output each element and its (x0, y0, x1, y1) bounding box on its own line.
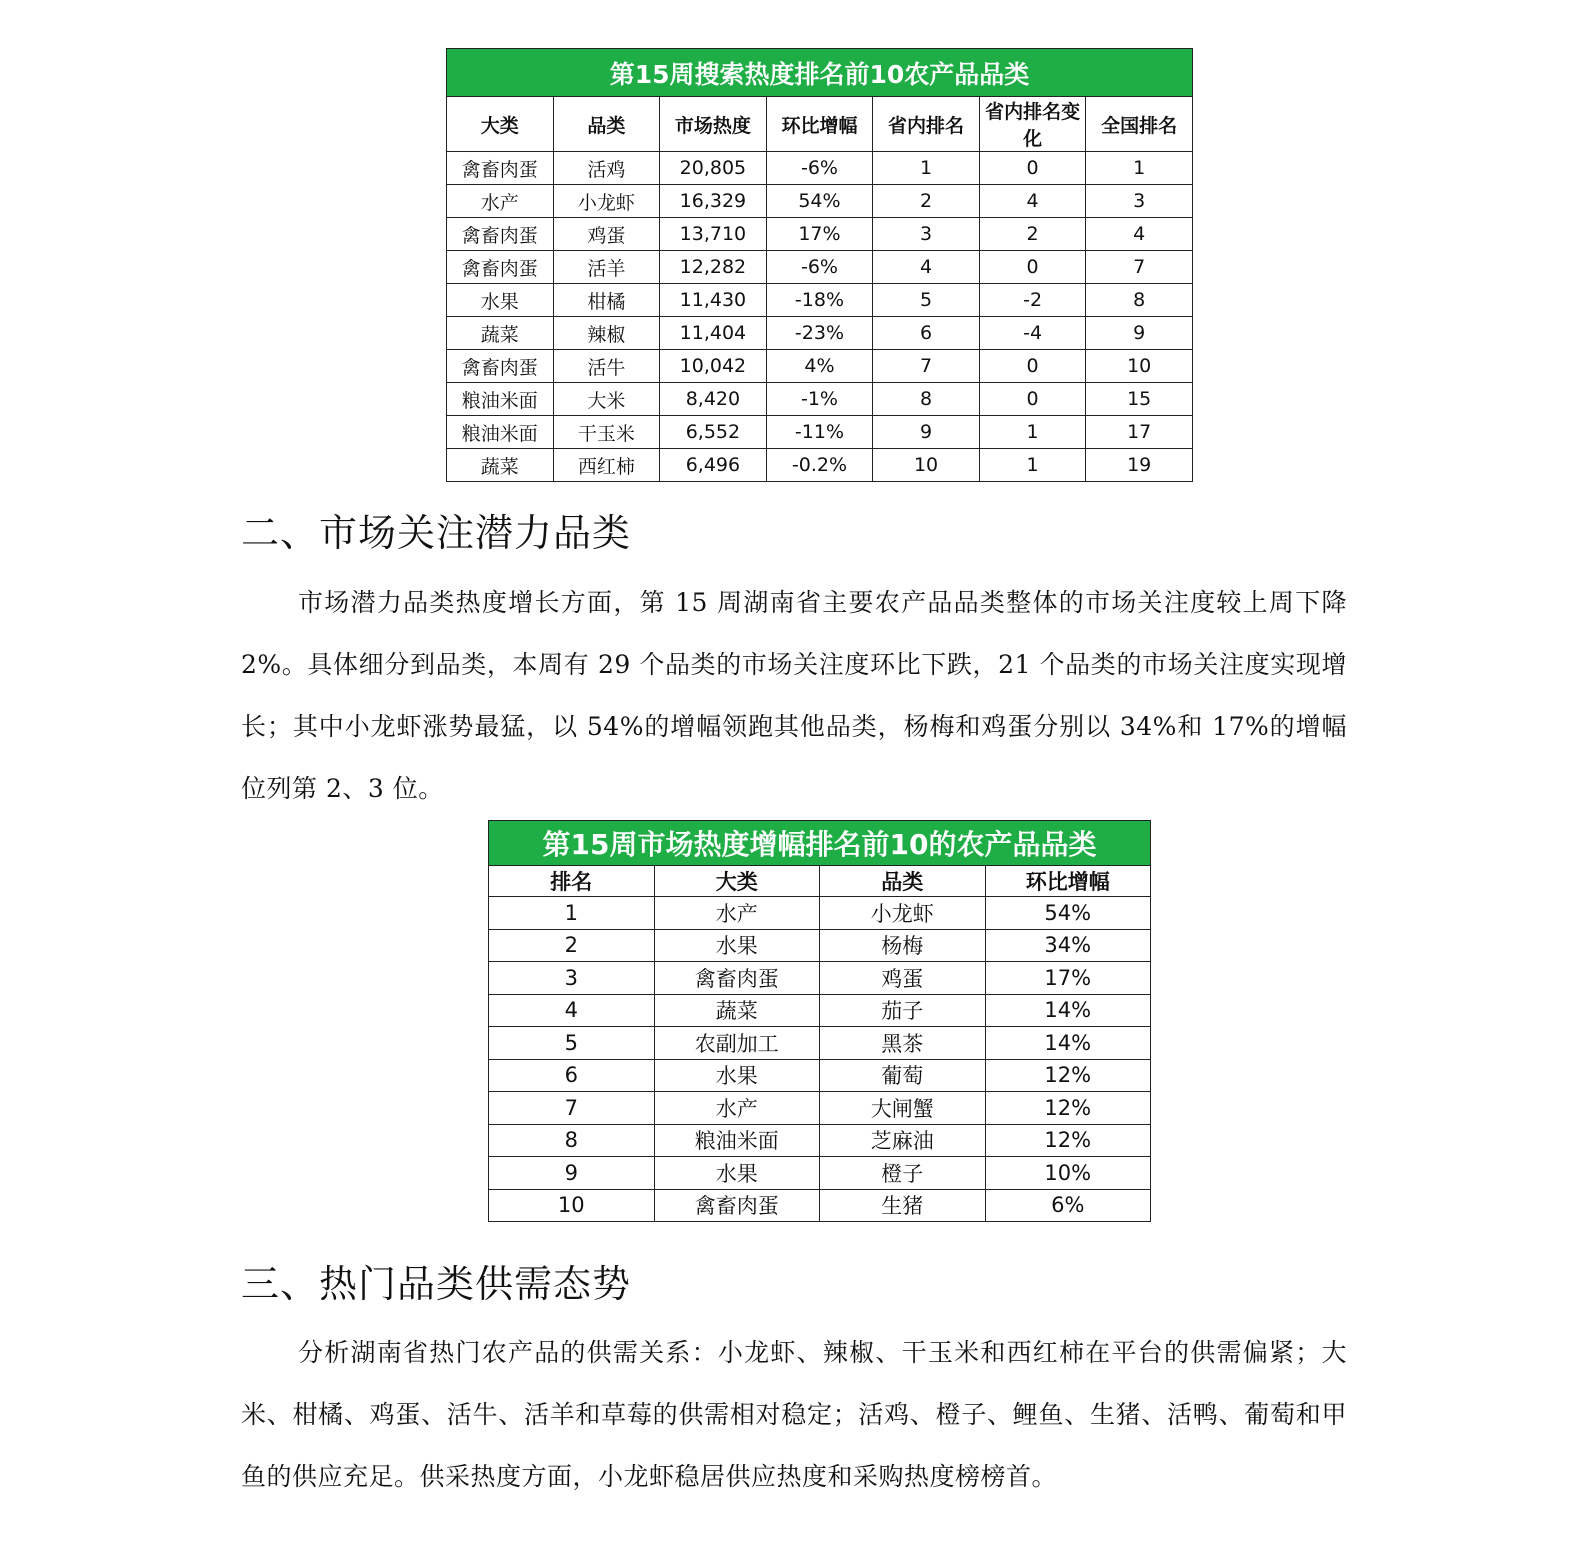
table-cell: 杨梅 (820, 929, 986, 962)
table-cell: 8 (873, 383, 980, 416)
table-cell: 6,496 (660, 449, 767, 482)
table-cell: 农副加工 (654, 1027, 820, 1060)
table-cell: 水果 (654, 1059, 820, 1092)
table-cell: 8,420 (660, 383, 767, 416)
table-cell: -18% (766, 284, 873, 317)
table-row (489, 1157, 1151, 1190)
table-cell: 10,042 (660, 350, 767, 383)
column-header: 品类 (553, 97, 660, 152)
table-row (489, 1027, 1151, 1060)
table-cell: 0 (979, 383, 1086, 416)
table-cell: 11,430 (660, 284, 767, 317)
table-cell: 蔬菜 (447, 449, 554, 482)
table-row (489, 994, 1151, 1027)
table-cell: 活鸡 (553, 152, 660, 185)
table-cell: -2 (979, 284, 1086, 317)
table-row (489, 1059, 1151, 1092)
column-header: 排名 (489, 866, 655, 897)
table-cell: 3 (873, 218, 980, 251)
table-cell: 0 (979, 350, 1086, 383)
table-cell: 20,805 (660, 152, 767, 185)
column-header: 大类 (447, 97, 554, 152)
table-cell: 34% (985, 929, 1151, 962)
table-cell: 水果 (654, 929, 820, 962)
table-cell: 黑茶 (820, 1027, 986, 1060)
table-row (447, 317, 1193, 350)
table-cell: 1 (979, 449, 1086, 482)
table-cell: 2 (873, 185, 980, 218)
table-cell: 大米 (553, 383, 660, 416)
section-heading: 三、热门品类供需态势 (241, 1262, 632, 1306)
table-row (447, 383, 1193, 416)
table-cell: 14% (985, 1027, 1151, 1060)
table-cell: 12% (985, 1092, 1151, 1125)
table-body (447, 152, 1193, 482)
table-cell: 1 (873, 152, 980, 185)
table-cell: 鸡蛋 (820, 962, 986, 995)
table-cell: 7 (1086, 251, 1193, 284)
table-cell: 10 (489, 1189, 655, 1222)
table-row (447, 251, 1193, 284)
table-cell: 1 (489, 897, 655, 930)
table-cell: 粮油米面 (447, 383, 554, 416)
table-cell: 禽畜肉蛋 (447, 350, 554, 383)
table-cell: 3 (1086, 185, 1193, 218)
table-cell: 禽畜肉蛋 (447, 251, 554, 284)
table-cell: 水产 (654, 1092, 820, 1125)
table-cell: 粮油米面 (654, 1124, 820, 1157)
table-cell: -6% (766, 251, 873, 284)
table-cell: 9 (489, 1157, 655, 1190)
table-cell: 6 (489, 1059, 655, 1092)
table-cell: 柑橘 (553, 284, 660, 317)
table-cell: 17% (985, 962, 1151, 995)
table-cell: 12% (985, 1124, 1151, 1157)
table-cell: -1% (766, 383, 873, 416)
table-cell: 0 (979, 152, 1086, 185)
table-row (489, 1092, 1151, 1125)
table-cell: 10 (1086, 350, 1193, 383)
table-cell: 橙子 (820, 1157, 986, 1190)
table-cell: 11,404 (660, 317, 767, 350)
table-row (447, 152, 1193, 185)
table-cell: 1 (979, 416, 1086, 449)
table-cell: 活羊 (553, 251, 660, 284)
table-cell: 7 (873, 350, 980, 383)
table-cell: 19 (1086, 449, 1193, 482)
table-cell: 水果 (447, 284, 554, 317)
table-cell: 禽畜肉蛋 (447, 152, 554, 185)
table-cell: 12% (985, 1059, 1151, 1092)
table-cell: -4 (979, 317, 1086, 350)
table-cell: 3 (489, 962, 655, 995)
table-cell: 西红柿 (553, 449, 660, 482)
table-cell: 9 (873, 416, 980, 449)
table-cell: 5 (873, 284, 980, 317)
growth-top10-table (488, 820, 1151, 1222)
column-header: 市场热度 (660, 97, 767, 152)
table-row (489, 897, 1151, 930)
table-row (447, 449, 1193, 482)
table-row (489, 1189, 1151, 1222)
table-cell: 4 (489, 994, 655, 1027)
table-cell: 6,552 (660, 416, 767, 449)
table-cell: 水果 (654, 1157, 820, 1190)
table-cell: 茄子 (820, 994, 986, 1027)
table-cell: 17% (766, 218, 873, 251)
table-cell: 6 (873, 317, 980, 350)
section-heading: 二、市场关注潜力品类 (241, 511, 632, 555)
table-cell: 4 (873, 251, 980, 284)
section-paragraph: 分析湖南省热门农产品的供需关系：小龙虾、辣椒、干玉米和西红柿在平台的供需偏紧；大米、柑橘、鸡蛋、活牛、活羊和草莓的供需相对稳定；活鸡、橙子、鲤鱼、生猪、活鸭、葡萄和甲鱼的供应充足。供采热度方面，小龙虾稳居供应热度和采购热度榜榜首。 (241, 1338, 1347, 1491)
column-header: 省内排名变化 (979, 97, 1086, 152)
table-cell: -11% (766, 416, 873, 449)
table-cell: 鸡蛋 (553, 218, 660, 251)
table-cell: 4 (1086, 218, 1193, 251)
table-header-row (489, 866, 1151, 897)
table-cell: 小龙虾 (553, 185, 660, 218)
table-cell: 7 (489, 1092, 655, 1125)
table-cell: 禽畜肉蛋 (447, 218, 554, 251)
table-cell: 9 (1086, 317, 1193, 350)
table-cell: 辣椒 (553, 317, 660, 350)
column-header: 环比增幅 (766, 97, 873, 152)
table-cell: 芝麻油 (820, 1124, 986, 1157)
table-cell: 6% (985, 1189, 1151, 1222)
section-paragraph: 市场潜力品类热度增长方面，第 15 周湖南省主要农产品品类整体的市场关注度较上周下降 2%。具体细分到品类，本周有 29 个品类的市场关注度环比下跌，21 个品类的市场关注度实现增长；其中小龙虾涨势最猛，以 54%的增幅领跑其他品类，杨梅和鸡蛋分别以 34%和 17%的增幅位列第 2、3 位。 (241, 588, 1347, 803)
table-cell: 8 (1086, 284, 1193, 317)
table-cell: 水产 (654, 897, 820, 930)
table-cell: 禽畜肉蛋 (654, 1189, 820, 1222)
table-cell: 15 (1086, 383, 1193, 416)
table-title: 第15周市场热度增幅排名前10的农产品品类 (489, 821, 1151, 866)
table-cell: 小龙虾 (820, 897, 986, 930)
table-cell: 水产 (447, 185, 554, 218)
table-cell: 蔬菜 (447, 317, 554, 350)
table-cell: 1 (1086, 152, 1193, 185)
table-cell: 10 (873, 449, 980, 482)
table-row (447, 218, 1193, 251)
table-row (447, 284, 1193, 317)
column-header: 省内排名 (873, 97, 980, 152)
table-cell: 0 (979, 251, 1086, 284)
table-header-row (447, 97, 1193, 152)
table-cell: -23% (766, 317, 873, 350)
column-header: 品类 (820, 866, 986, 897)
column-header: 大类 (654, 866, 820, 897)
table-cell: 13,710 (660, 218, 767, 251)
table-cell: 54% (766, 185, 873, 218)
table-cell: 禽畜肉蛋 (654, 962, 820, 995)
table-row (489, 1124, 1151, 1157)
column-header: 环比增幅 (985, 866, 1151, 897)
table-cell: -0.2% (766, 449, 873, 482)
table-row (447, 350, 1193, 383)
search-heat-top10-table (446, 48, 1193, 482)
table-row (447, 185, 1193, 218)
table-cell: 10% (985, 1157, 1151, 1190)
table-cell: 17 (1086, 416, 1193, 449)
table-cell: 蔬菜 (654, 994, 820, 1027)
table-row (489, 962, 1151, 995)
table-cell: 活牛 (553, 350, 660, 383)
table-cell: 4% (766, 350, 873, 383)
table-cell: 生猪 (820, 1189, 986, 1222)
table-cell: 粮油米面 (447, 416, 554, 449)
table-cell: 12,282 (660, 251, 767, 284)
table-cell: 大闸蟹 (820, 1092, 986, 1125)
table-cell: 54% (985, 897, 1151, 930)
table-row (489, 929, 1151, 962)
table-title: 第15周搜索热度排名前10农产品品类 (447, 49, 1193, 97)
table-cell: 8 (489, 1124, 655, 1157)
table-cell: 干玉米 (553, 416, 660, 449)
table-cell: 5 (489, 1027, 655, 1060)
table-cell: 2 (979, 218, 1086, 251)
table-cell: 14% (985, 994, 1151, 1027)
table-cell: 葡萄 (820, 1059, 986, 1092)
table-cell: 2 (489, 929, 655, 962)
column-header: 全国排名 (1086, 97, 1193, 152)
table-cell: 16,329 (660, 185, 767, 218)
table-row (447, 416, 1193, 449)
table-cell: 4 (979, 185, 1086, 218)
table-cell: -6% (766, 152, 873, 185)
table-body (489, 897, 1151, 1222)
